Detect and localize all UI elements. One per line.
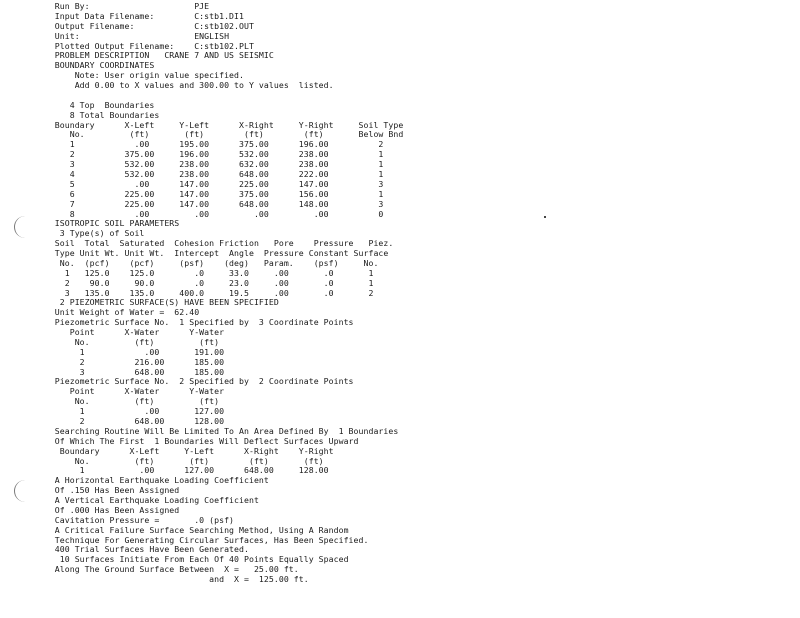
report-line: Boundary X-Left Y-Left X-Right Y-Right xyxy=(0,445,334,456)
report-line: 400 Trial Surfaces Have Been Generated. xyxy=(0,544,249,555)
report-line: 10 Surfaces Initiate From Each Of 40 Points Equally Spaced xyxy=(0,554,349,565)
report-line: 5 .00 147.00 225.00 147.00 3 xyxy=(0,178,384,189)
report-line: Of Which The First 1 Boundaries Will Deflect Surfaces Upward xyxy=(0,435,359,446)
report-line: 4 532.00 238.00 648.00 222.00 1 xyxy=(0,169,384,179)
report-line: Output Filename: C:stb102.OUT xyxy=(0,20,254,31)
report-line: No. (ft) (ft) (ft) (ft) Below Bnd xyxy=(0,129,404,140)
report-line: Searching Routine Will Be Limited To An Area Defined By 1 Boundaries xyxy=(0,425,399,436)
report-line: 1 .00 191.00 xyxy=(0,346,225,357)
report-line: Boundary X-Left Y-Left X-Right Y-Right Soil Type xyxy=(0,119,404,130)
report-line: 2 375.00 196.00 532.00 238.00 1 xyxy=(0,149,384,160)
report-line: 3 Type(s) of Soil xyxy=(0,228,145,239)
report-line: Piezometric Surface No. 1 Specified by 3 Coordinate Points xyxy=(0,317,354,328)
report-line: 2 648.00 128.00 xyxy=(0,416,225,426)
report-line: 3 648.00 185.00 xyxy=(0,366,225,377)
report-line: Cavitation Pressure = .0 (psf) xyxy=(0,514,235,525)
report-line: Point X-Water Y-Water xyxy=(0,327,225,337)
report-line: Piezometric Surface No. 2 Specified by 2 Coordinate Points xyxy=(0,376,354,387)
report-line: BOUNDARY COORDINATES xyxy=(0,60,155,71)
report-line: Unit Weight of Water = 62.40 xyxy=(0,307,200,318)
scan-speck xyxy=(544,216,546,218)
report-line: No. (pcf) (pcf) (psf) (deg) Param. (psf) No. xyxy=(0,257,379,268)
report-line: Of .000 Has Been Assigned xyxy=(0,504,180,515)
report-line: A Horizontal Earthquake Loading Coefficient xyxy=(0,475,269,486)
report-line: Of .150 Has Been Assigned xyxy=(0,485,180,496)
report-line: Plotted Output Filename: C:stb102.PLT xyxy=(0,40,254,51)
report-line: Run By: PJE xyxy=(0,1,210,11)
report-line: Type Unit Wt. Unit Wt. Intercept Angle Pressure Constant Surface xyxy=(0,248,389,258)
report-line: and X = 125.00 ft. xyxy=(0,574,309,584)
report-line: A Vertical Earthquake Loading Coefficient xyxy=(0,495,259,505)
report-line: 8 .00 .00 .00 .00 0 xyxy=(0,208,384,219)
report-line: No. (ft) (ft) xyxy=(0,336,220,347)
report-line: No. (ft) (ft) (ft) (ft) xyxy=(0,455,324,466)
report-line: Point X-Water Y-Water xyxy=(0,386,225,397)
report-line: 2 90.0 90.0 .0 23.0 .00 .0 1 xyxy=(0,277,374,288)
report-line: ISOTROPIC SOIL PARAMETERS xyxy=(0,218,180,229)
report-line: Soil Total Saturated Cohesion Friction Pore Pressure Piez. xyxy=(0,238,394,249)
report-line: 3 532.00 238.00 632.00 238.00 1 xyxy=(0,159,384,170)
report-line: Input Data Filename: C:stb1.DI1 xyxy=(0,10,244,21)
report-line: 6 225.00 147.00 375.00 156.00 1 xyxy=(0,188,384,199)
report-line: 3 135.0 135.0 400.0 19.5 .00 .0 2 xyxy=(0,287,374,298)
report-line: 1 125.0 125.0 .0 33.0 .00 .0 1 xyxy=(0,267,374,278)
report-line: PROBLEM DESCRIPTION CRANE 7 AND US SEISMIC xyxy=(0,50,274,61)
report-line: A Critical Failure Surface Searching Method, Using A Random xyxy=(0,524,349,535)
report-line: Unit: ENGLISH xyxy=(0,30,230,41)
report-line: 1 .00 127.00 648.00 128.00 xyxy=(0,465,329,476)
report-line: Add 0.00 to X values and 300.00 to Y values listed. xyxy=(0,80,334,90)
report-line: 2 PIEZOMETRIC SURFACE(S) HAVE BEEN SPECIFIED xyxy=(0,297,279,308)
report-line: Note: User origin value specified. xyxy=(0,70,244,81)
report-line: 7 225.00 147.00 648.00 148.00 3 xyxy=(0,198,384,209)
report-line: 1 .00 195.00 375.00 196.00 2 xyxy=(0,139,384,150)
report-line: Technique For Generating Circular Surfaces, Has Been Specified. xyxy=(0,534,369,545)
report-line: 4 Top Boundaries xyxy=(0,99,155,110)
report-line: Along The Ground Surface Between X = 25.00 ft. xyxy=(0,564,299,575)
report-line: No. (ft) (ft) xyxy=(0,396,220,407)
report-line: 8 Total Boundaries xyxy=(0,109,160,120)
report-line: 2 216.00 185.00 xyxy=(0,356,225,367)
report-line: 1 .00 127.00 xyxy=(0,406,225,417)
